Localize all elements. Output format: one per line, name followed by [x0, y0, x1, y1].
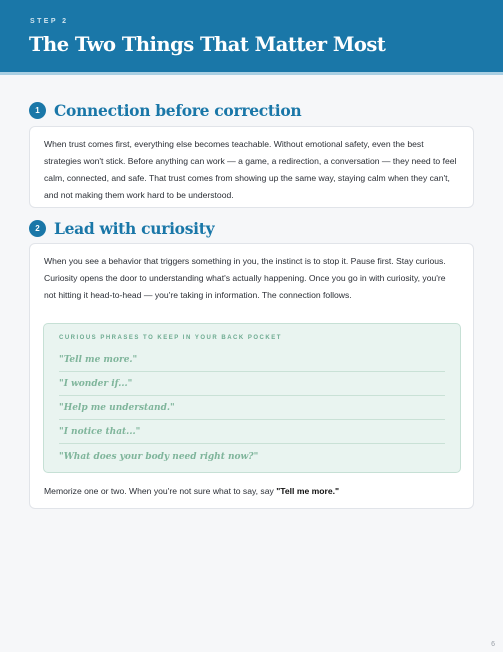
memorize-note-emphasis: "Tell me more." — [276, 486, 340, 496]
phrase-item: "I wonder if..." — [59, 373, 445, 396]
section-1-card — [29, 126, 474, 208]
page-header — [0, 0, 503, 75]
section-body: When trust comes first, everything else becomes teachable. Without emotional safety, even the best strategies won't stick. Before anything can work — a game, a redirection, a conversation — they need to feel calm, connected, and safe. That trust comes from showing up the same way, staying calm when they can't, and not making them work hard to be understood. — [44, 139, 457, 200]
phrase-item: "Tell me more." — [59, 349, 445, 372]
section-title: Connection before correction — [54, 100, 302, 120]
section-body: When you see a behavior that triggers something in you, the instinct is to stop it. Pause first. Stay curious. Curiosity opens the door to understanding what's actually happening. Once you go in with curiosity, you're not hitting it head-to-head — you're taking in information. The connection follows. — [44, 256, 446, 300]
section-title: Lead with curiosity — [54, 218, 215, 238]
page-title: The Two Things That Matter Most — [29, 33, 386, 56]
page-number: 6 — [491, 641, 495, 648]
section-2-card — [29, 243, 474, 509]
memorize-note — [44, 483, 339, 500]
section-1-heading — [29, 98, 301, 122]
section-number-badge: 1 — [29, 102, 46, 119]
curious-phrases-box — [43, 323, 461, 473]
step-label: STEP 2 — [30, 18, 69, 25]
phrase-item: "What does your body need right now?" — [59, 451, 259, 462]
section-2-heading — [29, 216, 214, 240]
section-number-badge: 2 — [29, 220, 46, 237]
memorize-note-text: Memorize one or two. When you're not sure what to say, say — [44, 486, 277, 496]
phrase-item: "I notice that..." — [59, 421, 445, 444]
phrase-item: "Help me understand." — [59, 397, 445, 420]
phrases-label: CURIOUS PHRASES TO KEEP IN YOUR BACK POCKET — [59, 335, 282, 341]
